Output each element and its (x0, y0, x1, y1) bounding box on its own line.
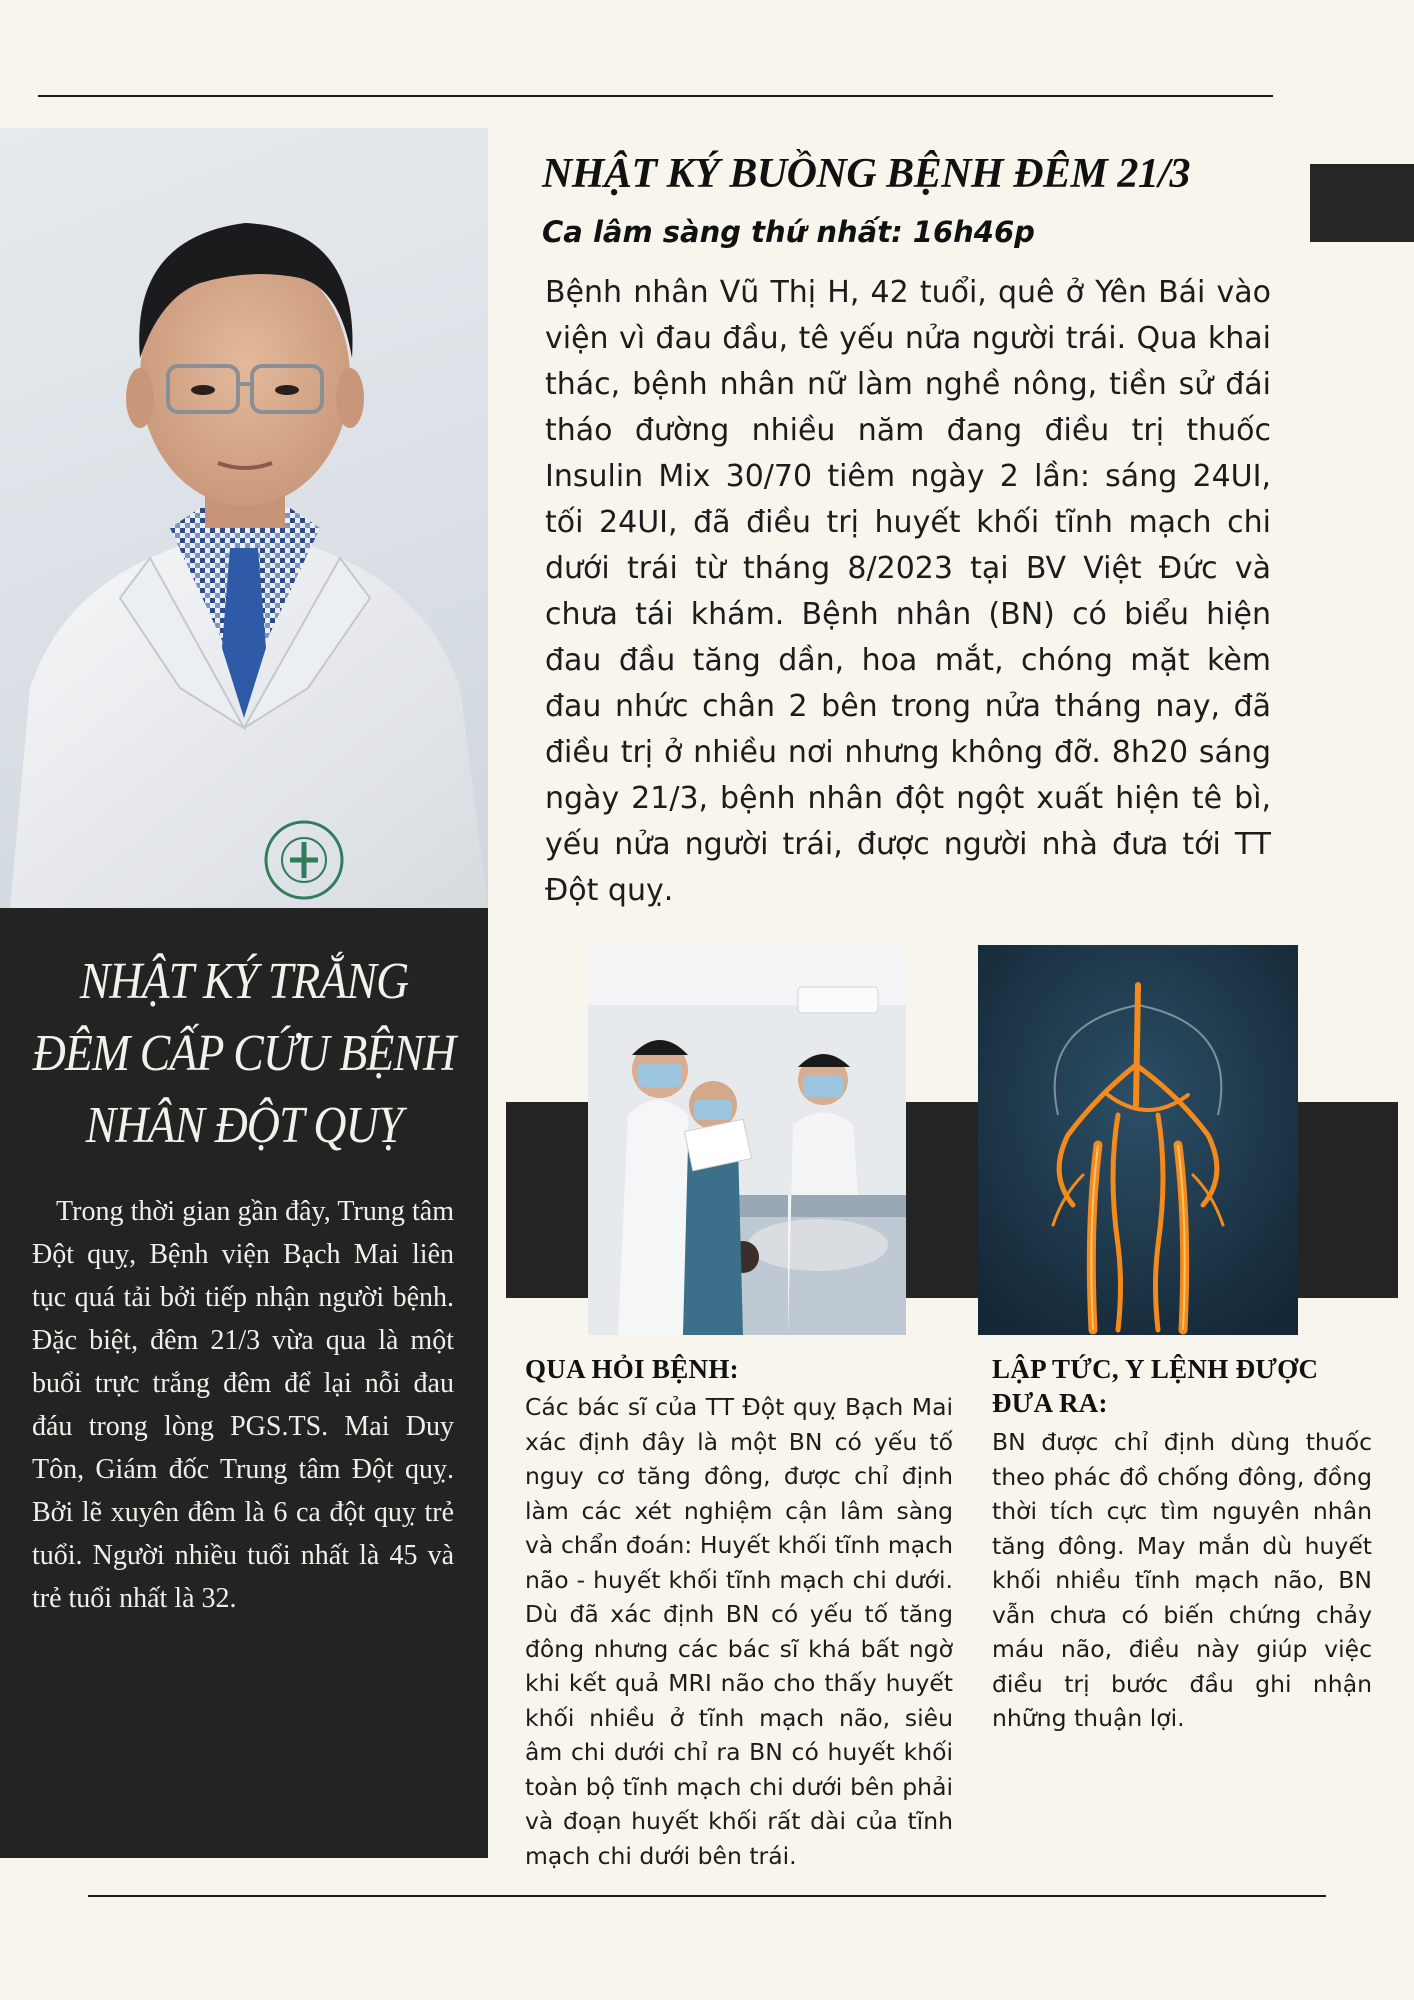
photo-band-left (506, 1102, 588, 1298)
medical-team-photo (588, 945, 906, 1335)
brain-mri-scan (978, 945, 1298, 1335)
main-subtitle: Ca lâm sàng thứ nhất: 16h46p (542, 215, 1035, 249)
main-body: Bệnh nhân Vũ Thị H, 42 tuổi, quê ở Yên Bái vào viện vì đau đầu, tê yếu nửa người trái. Qua khai thác, bệnh nhân nữ làm nghề nông, tiền sử đái tháo đường nhiều năm đang điều trị thuốc Insulin Mix 30/70 tiêm ngày 2 lần: sáng 24UI, tối 24UI, đã điều trị huyết khối tĩnh mạch chi dưới trái từ tháng 8/2023 tại BV Việt Đức và chưa tái khám. Bệnh nhân (BN) có biểu hiện đau đầu tăng dần, hoa mắt, chóng mặt kèm đau nhức chân 2 bên trong nửa tháng nay, đã điều trị ở nhiều nơi nhưng không đỡ. 8h20 sáng ngày 21/3, bệnh nhân đột ngột xuất hiện tê bì, yếu nửa người trái, được người nhà đưa tới TT Đột quỵ. (545, 275, 1271, 908)
history-body: Các bác sĩ của TT Đột quỵ Bạch Mai xác định đây là một BN có yếu tố nguy cơ tăng đông, được chỉ định làm các xét nghiệm cận lâm sàng và chẩn đoán: Huyết khối tĩnh mạch não - huyết khối tĩnh mạch chi dưới. Dù đã xác định BN có yếu tố tăng đông nhưng các bác sĩ khá bất ngờ khi kết quả MRI não cho thấy huyết khối nhiều ở tĩnh mạch não, siêu âm chi dưới chỉ ra BN có huyết khối toàn bộ tĩnh mạch chi dưới bên phải và đoạn huyết khối rất dài của tĩnh mạch chi dưới bên trái. (525, 1393, 953, 1870)
left-panel (0, 908, 488, 1858)
hospital-logo-icon (262, 818, 346, 902)
history-heading: QUA HỎI BỆNH: (525, 1354, 739, 1384)
main-title: NHẬT KÝ BUỒNG BỆNH ĐÊM 21/3 (542, 151, 1191, 197)
photo-band-middle (906, 1102, 978, 1298)
photo-band-right (1298, 1102, 1398, 1298)
top-rule (38, 95, 1273, 97)
orders-heading: LẬP TỨC, Y LỆNH ĐƯỢC ĐƯA RA: (992, 1354, 1319, 1418)
corner-decoration (1310, 164, 1414, 242)
bottom-rule (88, 1895, 1326, 1897)
left-panel-title: NHẬT KÝ TRẮNG ĐÊM CẤP CỨU BỆNH NHÂN ĐỘT QUỴ (32, 953, 456, 1154)
left-panel-body: Trong thời gian gần đây, Trung tâm Đột quỵ, Bệnh viện Bạch Mai liên tục quá tải bởi tiếp nhận người bệnh. Đặc biệt, đêm 21/3 vừa qua là một buổi trực trắng đêm để lại nỗi đau đáu trong lòng PGS.TS. Mai Duy Tôn, Giám đốc Trung tâm Đột quỵ. Bởi lẽ xuyên đêm là 6 ca đột quỵ trẻ tuổi. Người nhiều tuổi nhất là 45 và trẻ tuổi nhất là 32. (32, 1196, 454, 1614)
doctor-portrait (0, 128, 488, 908)
orders-body: BN được chỉ định dùng thuốc theo phác đồ chống đông, đồng thời tích cực tìm nguyên nhân tăng đông. May mắn dù huyết khối nhiều tĩnh mạch não, BN vẫn chưa có biến chứng chảy máu não, điều này giúp việc điều trị bước đầu ghi nhận những thuận lợi. (992, 1428, 1372, 1732)
